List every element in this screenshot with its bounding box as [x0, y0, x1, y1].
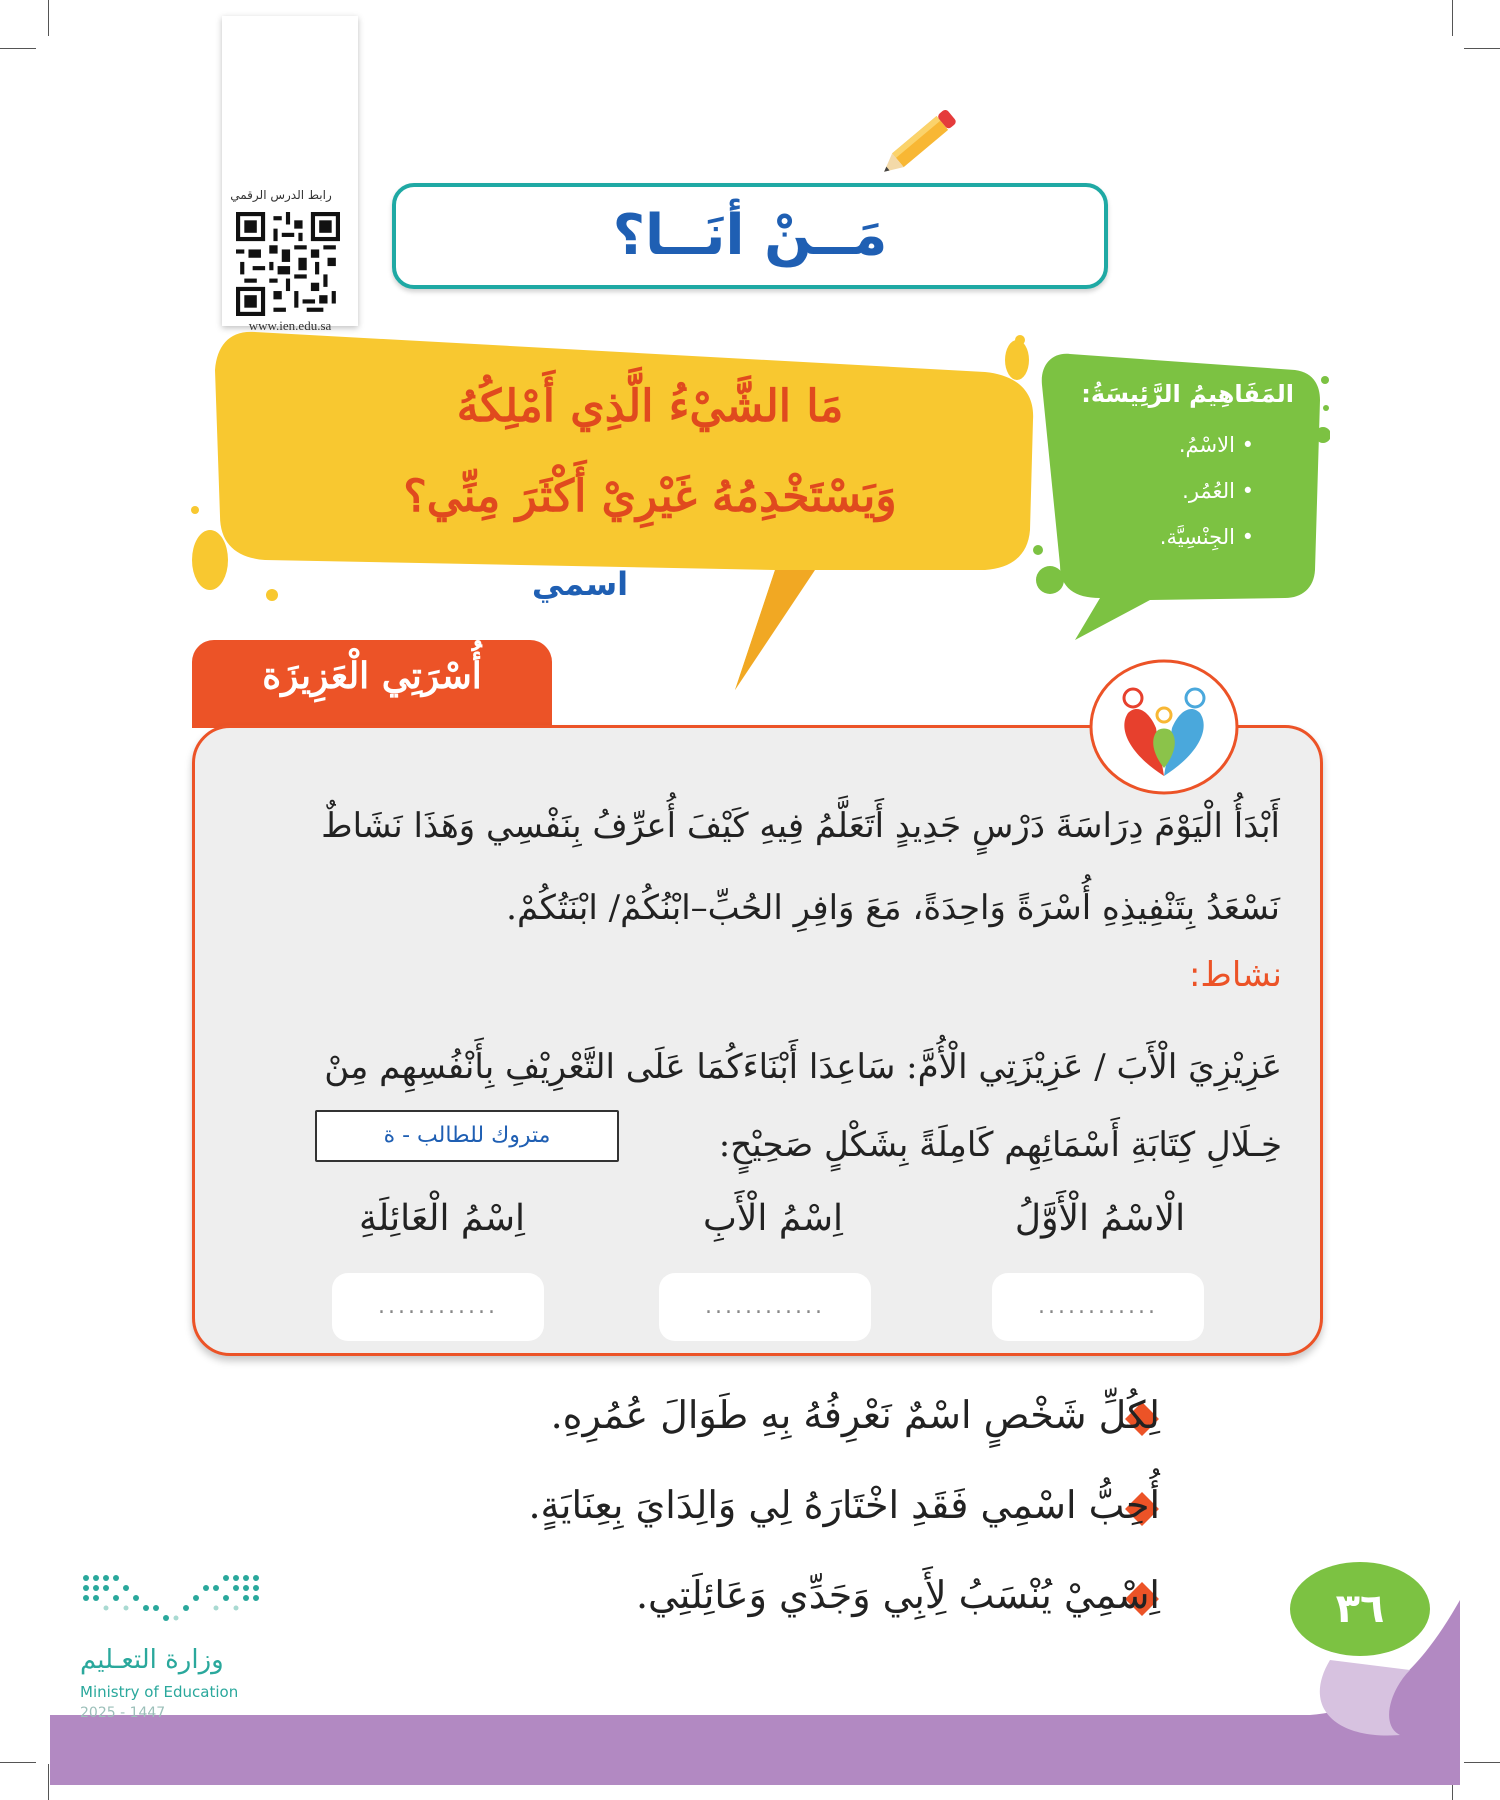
- question-text: [300, 362, 1000, 542]
- pencil-icon: [870, 98, 970, 188]
- first-name-label: الْاسْمُ الْأَوَّلُ: [1014, 1198, 1186, 1239]
- family-icon: [1088, 658, 1240, 796]
- qr-code-icon[interactable]: [236, 212, 340, 316]
- concept-item: • الاسْمُ.: [1178, 433, 1254, 457]
- qr-card[interactable]: [222, 16, 358, 333]
- crop-mark: [0, 48, 36, 49]
- father-name-field[interactable]: ............: [659, 1273, 871, 1341]
- concept-item: • العُمُر.: [1182, 479, 1254, 503]
- father-name-label: اِسْمُ الْأَبِ: [703, 1198, 843, 1239]
- qr-url-link[interactable]: www.ien.edu.sa: [248, 318, 332, 333]
- ministry-name-english: Ministry of Education: [80, 1683, 239, 1701]
- page-number: ٣٦: [1290, 1562, 1430, 1656]
- family-name-label: اِسْمُ الْعَائِلَةِ: [358, 1198, 526, 1239]
- intro-paragraph: [230, 785, 1280, 949]
- question-line: مَا الشَّيْءُ الَّذِي أَمْلِكُهُ: [456, 381, 844, 432]
- activity-label: نشاط:: [1188, 955, 1282, 995]
- crop-mark: [48, 0, 49, 36]
- crop-mark: [1464, 48, 1500, 49]
- instruction-line: خِـلَالِ كِتَابَةِ أَسْمَائِهِم كَامِلَةً بِشَكْلٍ صَحِيْحٍ:: [718, 1125, 1282, 1165]
- qr-label: رابط الدرس الرقمي: [230, 188, 332, 202]
- answer-text: اسمي: [531, 565, 629, 603]
- concepts-title: المَفَاهِيمُ الرَّئِيسَةُ:: [1081, 380, 1294, 408]
- bullet-item: اِسْمِيْ يُنْسَبُ لِأَبِي وَجَدِّي وَعَائِلَتِي.: [635, 1573, 1160, 1617]
- paragraph-line: أَبْدَأُ الْيَوْمَ دِرَاسَةَ دَرْسٍ جَدِيدٍ أَتَعَلَّمُ فِيهِ كَيْفَ أُعرِّفُ بِنَفْسِي وَهَذَا نَشَاطٌ: [321, 806, 1280, 846]
- page-title: مَــنْ أنَــا؟: [392, 183, 1108, 289]
- family-tab: أُسْرَتِي الْعَزِيزَة: [192, 640, 552, 728]
- first-name-field[interactable]: ............: [992, 1273, 1204, 1341]
- bullet-item: أُحِبُّ اسْمِي فَقَدِ اخْتَارَهُ لِي وَالِدَايَ بِعِنَايَةٍ.: [528, 1483, 1160, 1527]
- student-answer-box[interactable]: متروك للطالب - ة: [315, 1110, 619, 1162]
- family-name-field[interactable]: ............: [332, 1273, 544, 1341]
- bullet-item: لِكُلِّ شَخْصٍ اسْمٌ نَعْرِفُهُ بِهِ طَوَالَ عُمُرِهِ.: [550, 1393, 1160, 1437]
- instruction-line: عَزِيْزِيَ الْأَبَ / عَزِيْزَتِي الْأُمَّ: سَاعِدَا أَبْنَاءَكُمَا عَلَى التَّعْرِيْفِ بِأَنْفُسِهِم مِنْ: [324, 1047, 1282, 1087]
- concept-item: • الجِنْسِيَّة.: [1159, 525, 1254, 549]
- paragraph-line: نَسْعَدُ بِتَنْفِيذِهِ أُسْرَةً وَاحِدَةً، مَعَ وَافِرِ الحُبِّ–ابْنُكُمْ/ ابْنَتُكُمْ.: [506, 888, 1280, 928]
- ministry-year: 2025 - 1447: [80, 1705, 166, 1721]
- question-line: وَيَسْتَخْدِمُهُ غَيْرِيْ أَكْثَرَ مِنِّي؟: [403, 471, 897, 522]
- ministry-logo-icon: [80, 1572, 260, 1632]
- ministry-name-arabic: وزارة التعـليم: [80, 1645, 224, 1675]
- crop-mark: [1452, 0, 1453, 36]
- key-concepts: [1058, 380, 1294, 560]
